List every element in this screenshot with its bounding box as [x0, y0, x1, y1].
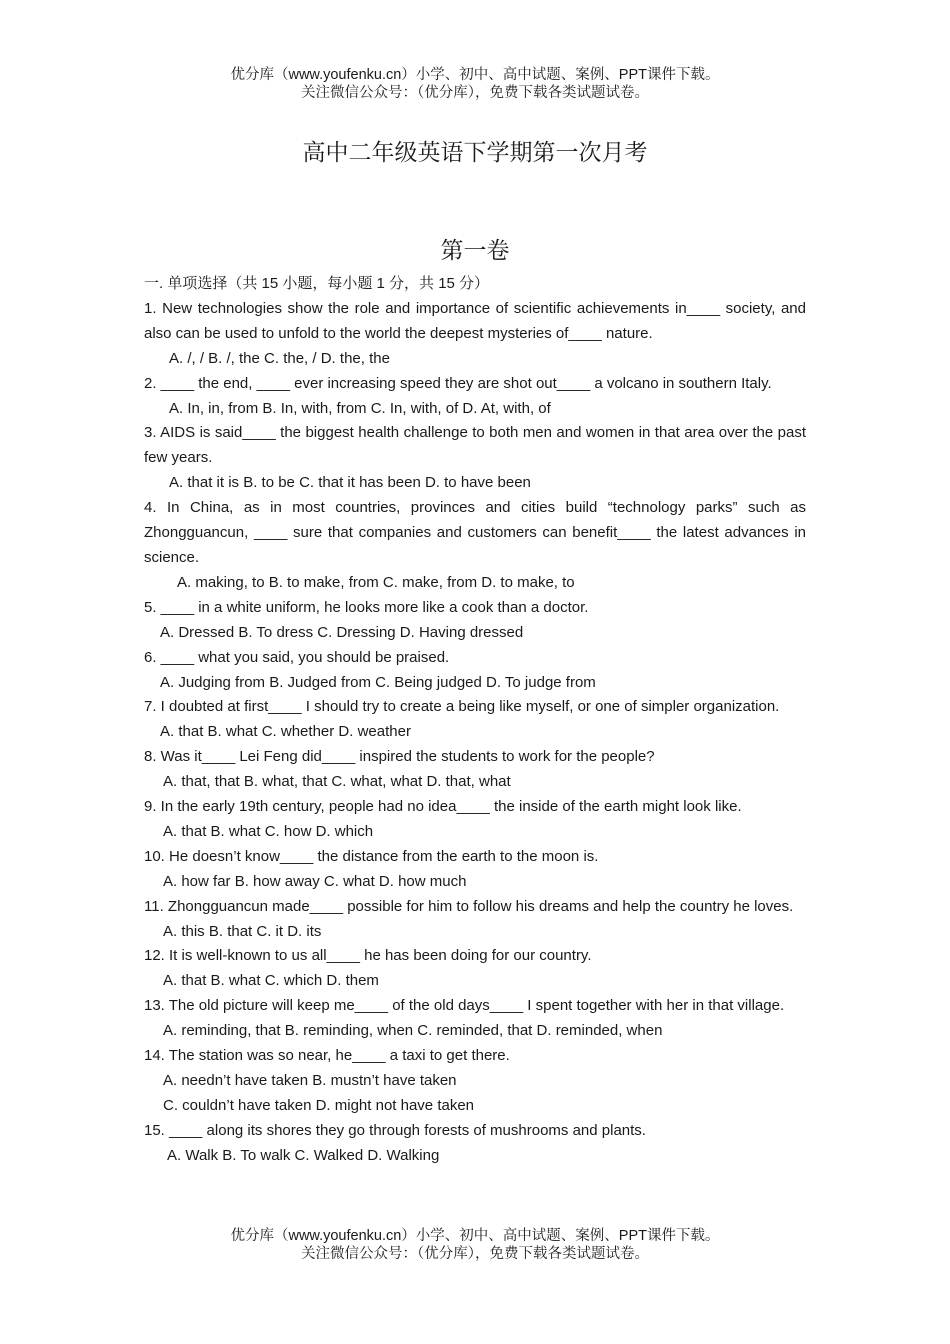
question-14-options: A. needn’t have taken B. mustn’t have taken: [163, 1072, 457, 1089]
question-3: 3. AIDS is said____ the biggest health challenge to both men and women in that area over the past few years.: [144, 424, 806, 467]
question-14-options-2: C. couldn’t have taken D. might not have taken: [163, 1096, 475, 1114]
header-line-1: 优分库（www.youfenku.cn）小学、初中、高中试题、案例、PPT课件下载。: [230, 67, 720, 83]
section-heading: 一. 单项选择（共 15 小题，每小题 1 分，共 15 分）: [144, 275, 490, 292]
question-2: 2. ____ the end, ____ ever increasing speed they are shot out____ a volcano in southern Italy.: [144, 374, 772, 392]
part-title: 第一卷: [440, 238, 510, 264]
question-12-options: A. that B. what C. which D. them: [163, 972, 379, 990]
page-footer: [0, 1227, 950, 1263]
question-5: 5. ____ in a white uniform, he looks more like a cook than a doctor.: [144, 598, 589, 616]
question-9: 9. In the early 19th century, people had no idea____ the inside of the earth might look like.: [144, 798, 742, 816]
question-12: 12. It is well-known to us all____ he has been doing for our country.: [144, 947, 592, 965]
question-5-options: A. Dressed B. To dress C. Dressing D. Having dressed: [160, 623, 524, 641]
page-header: [0, 66, 950, 102]
question-6: 6. ____ what you said, you should be praised.: [144, 648, 450, 666]
question-10: 10. He doesn’t know____ the distance from the earth to the moon is.: [144, 847, 599, 865]
question-13: 13. The old picture will keep me____ of the old days____ I spent together with her in that village.: [144, 997, 785, 1015]
question-11: 11. Zhongguancun made____ possible for him to follow his dreams and help the country he loves.: [144, 897, 794, 915]
question-14: 14. The station was so near, he____ a taxi to get there.: [144, 1047, 510, 1065]
question-9-options: A. that B. what C. how D. which: [163, 822, 374, 840]
question-15-options: A. Walk B. To walk C. Walked D. Walking: [167, 1146, 440, 1164]
question-10-options: A. how far B. how away C. what D. how much: [163, 872, 467, 890]
question-1-options: A. /, / B. /, the C. the, / D. the, the: [169, 349, 390, 367]
question-8-options: A. that, that B. what, that C. what, what D. that, what: [163, 773, 511, 791]
footer-line-2: 关注微信公众号：（优分库），免费下载各类试题试卷。: [301, 1246, 649, 1262]
question-4: 4. In China, as in most countries, provinces and cities build “technology parks” such as Zhongguancun, ____ sure that companies and customers can benefit____ the latest advances in science.: [144, 499, 806, 566]
question-3-options: A. that it is B. to be C. that it has been D. to have been: [169, 474, 531, 492]
question-7-options: A. that B. what C. whether D. weather: [160, 723, 411, 741]
question-4-options: A. making, to B. to make, from C. make, from D. to make, to: [177, 573, 575, 591]
footer-line-1: 优分库（www.youfenku.cn）小学、初中、高中试题、案例、PPT课件下载。: [230, 1228, 720, 1244]
question-8: 8. Was it____ Lei Feng did____ inspired the students to work for the people?: [144, 748, 655, 766]
question-15: 15. ____ along its shores they go through forests of mushrooms and plants.: [144, 1121, 646, 1139]
question-1: 1. New technologies show the role and importance of scientific achievements in____ society, and also can be used to unfold to the world the deepest mysteries of____ nature.: [144, 299, 806, 342]
question-2-options: A. In, in, from B. In, with, from C. In, with, of D. At, with, of: [169, 399, 551, 417]
question-7: 7. I doubted at first____ I should try to create a being like myself, or one of simpler organization.: [144, 698, 780, 716]
question-list: [144, 272, 806, 1169]
question-11-options: A. this B. that C. it D. its: [163, 922, 322, 940]
question-13-options: A. reminding, that B. reminding, when C. reminded, that D. reminded, when: [163, 1022, 663, 1040]
page-title: 高中二年级英语下学期第一次月考: [302, 140, 648, 166]
question-6-options: A. Judging from B. Judged from C. Being judged D. To judge from: [160, 673, 596, 691]
header-line-2: 关注微信公众号：（优分库），免费下载各类试题试卷。: [301, 85, 649, 101]
